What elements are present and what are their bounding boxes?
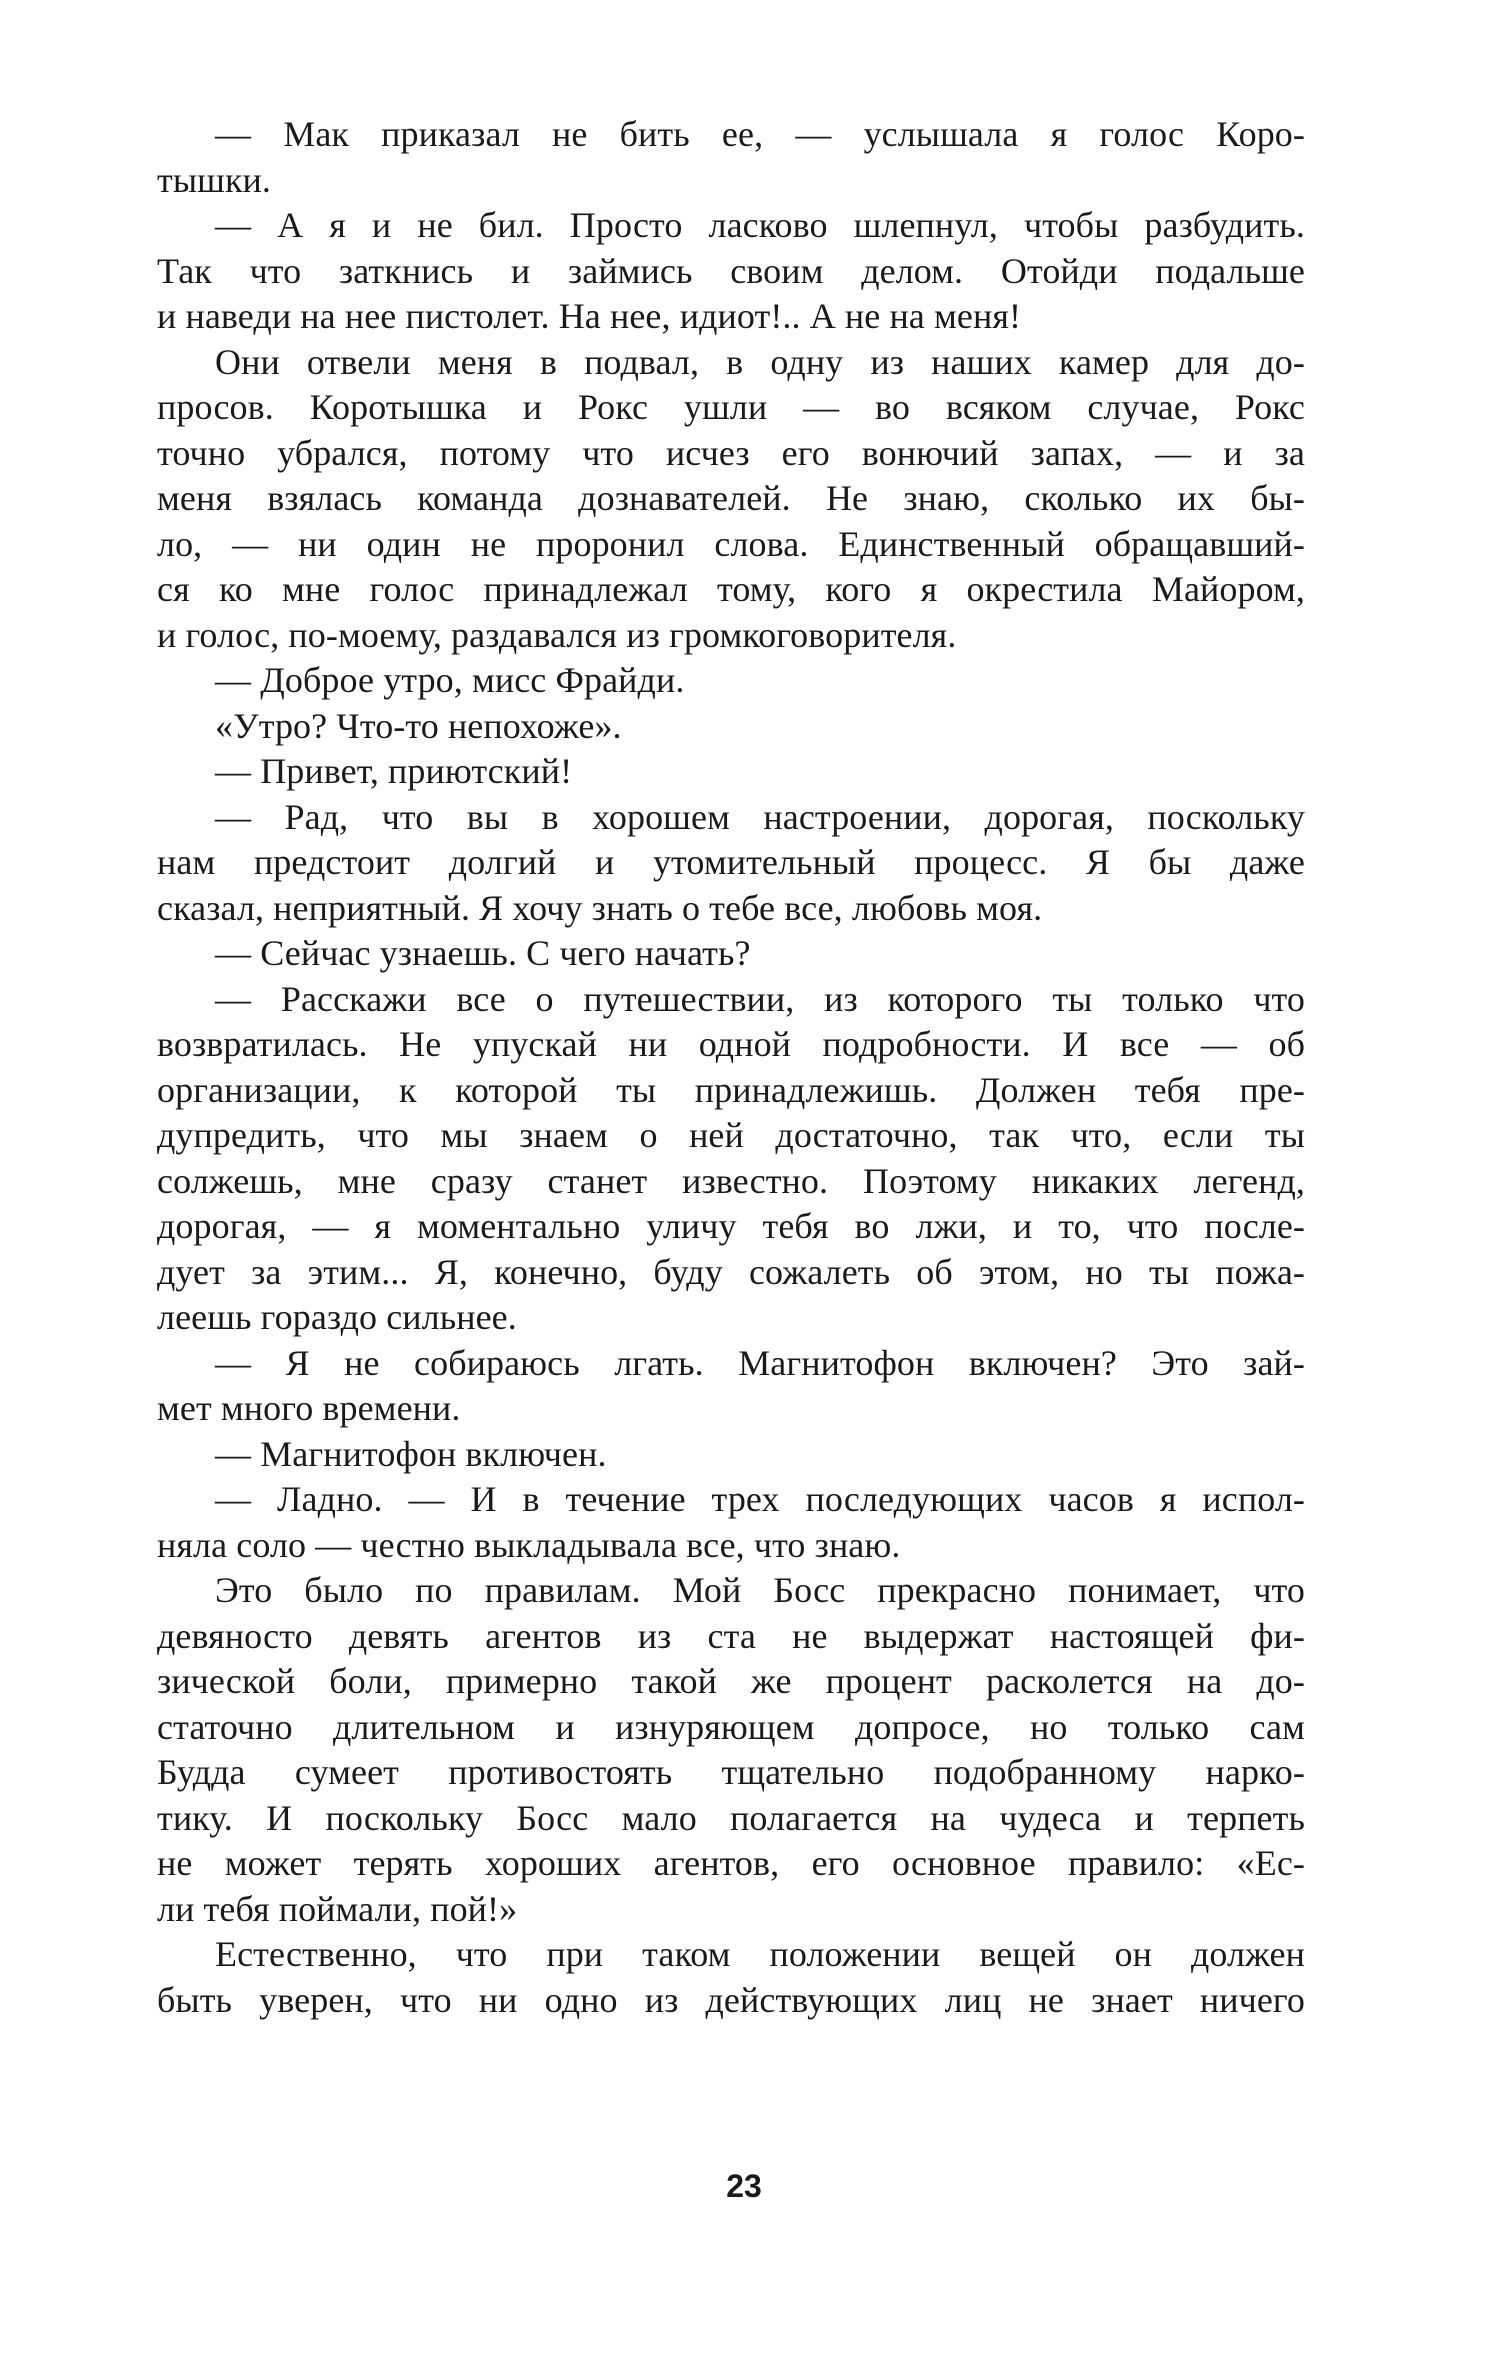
page-body (157, 112, 1305, 2023)
text-line: — А я и не бил. Просто ласково шлепнул, чтобы разбудить. (215, 205, 1305, 245)
text-line: — Сейчас узнаешь. С чего начать? (215, 933, 751, 973)
text-line: Естественно, что при таком положении вещей он должен (215, 1934, 1305, 1974)
text-line: дует за этим... Я, конечно, буду сожалеть об этом, но ты пожа- (157, 1251, 1305, 1292)
text-line: возвратилась. Не упускай ни одной подробности. И все — об (157, 1024, 1305, 1064)
text-line: дорогая, — я моментально уличу тебя во лжи, и то, что после- (157, 1206, 1305, 1246)
text-line: тышки. (157, 159, 271, 200)
text-line: дупредить, что мы знаем о ней достаточно, так что, если ты (157, 1115, 1305, 1155)
text-line: ло, — ни один не проронил слова. Единственный обращавший- (157, 523, 1305, 564)
text-line: солжешь, мне сразу станет известно. Поэтому никаких легенд, (157, 1160, 1305, 1201)
text-line: — Ладно. — И в течение трех последующих часов я испол- (215, 1479, 1305, 1519)
text-line: быть уверен, что ни одно из действующих лиц не знает ничего (157, 1979, 1305, 2020)
text-line: Будда сумеет противостоять тщательно подобранному нарко- (157, 1752, 1305, 1792)
text-line: точно убрался, потому что исчез его вонючий запах, — и за (157, 432, 1305, 473)
text-line: и наведи на нее пистолет. На нее, идиот!.. А не на меня! (157, 296, 1022, 336)
text-line: и голос, по-моему, раздавался из громкоговорителя. (157, 614, 957, 655)
text-line: — Магнитофон включен. (215, 1433, 607, 1474)
text-line: зической боли, примерно такой же процент расколется на до- (157, 1661, 1305, 1701)
text-line: Так что заткнись и займись своим делом. Отойди подальше (157, 250, 1305, 291)
text-line: няла соло — честно выкладывала все, что знаю. (157, 1524, 901, 1565)
text-line: организации, к которой ты принадлежишь. Должен тебя пре- (157, 1069, 1305, 1110)
text-line: — Доброе утро, мисс Фрайди. (215, 660, 685, 700)
text-line: нам предстоит долгий и утомительный процесс. Я бы даже (157, 842, 1305, 882)
text-line: мет много времени. (157, 1388, 461, 1428)
text-line: тику. И поскольку Босс мало полагается на чудеса и терпеть (157, 1797, 1305, 1838)
text-line: — Мак приказал не бить ее, — услышала я голос Коро- (215, 114, 1305, 154)
page-number: 23 (726, 2168, 762, 2204)
text-line: Это было по правилам. Мой Босс прекрасно понимает, что (215, 1570, 1305, 1610)
text-line: статочно длительном и изнуряющем допросе, но только сам (157, 1706, 1305, 1747)
text-line: — Привет, приютский! (215, 751, 573, 791)
text-line: «Утро? Что-то непохоже». (215, 705, 622, 746)
text-line: леешь гораздо сильнее. (157, 1297, 517, 1337)
text-line: сказал, неприятный. Я хочу знать о тебе все, любовь моя. (157, 887, 1043, 928)
text-line: девяносто девять агентов из ста не выдержат настоящей фи- (157, 1615, 1305, 1656)
text-line: просов. Коротышка и Рокс ушли — во всяком случае, Рокс (157, 387, 1305, 427)
text-line: — Расскажи все о путешествии, из которого ты только что (215, 978, 1305, 1019)
text-line: не может терять хороших агентов, его основное правило: «Ес- (157, 1843, 1305, 1883)
text-line: ся ко мне голос принадлежал тому, кого я окрестила Майором, (157, 569, 1305, 609)
text-line: Они отвели меня в подвал, в одну из наших камер для до- (215, 341, 1305, 382)
text-line: меня взялась команда дознавателей. Не знаю, сколько их бы- (157, 478, 1305, 518)
text-line: — Я не собираюсь лгать. Магнитофон включен? Это зай- (215, 1342, 1305, 1383)
text-line: — Рад, что вы в хорошем настроении, дорогая, поскольку (215, 796, 1305, 837)
text-line: ли тебя поймали, пой!» (157, 1888, 518, 1929)
